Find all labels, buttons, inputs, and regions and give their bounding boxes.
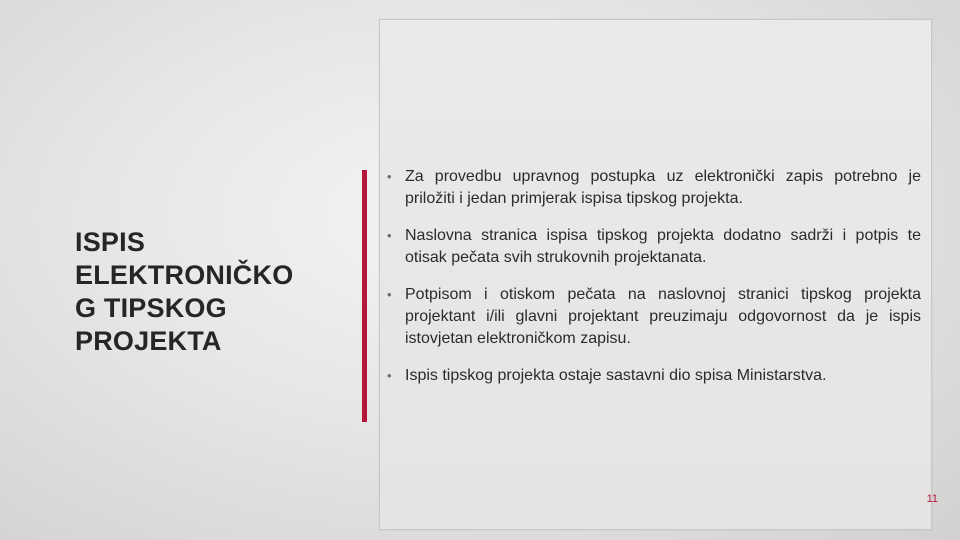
bullet-icon: • bbox=[387, 368, 392, 383]
bullet-text: Potpisom i otiskom pečata na naslovnoj stranici tipskog projekta projektant i/ili glavni projektant preuzimaju odgovornost da je ispis istovjetan elektroničkom zapisu. bbox=[405, 286, 921, 347]
page-number: 11 bbox=[926, 493, 938, 505]
bullet-icon: • bbox=[387, 228, 392, 243]
bullet-item bbox=[387, 365, 921, 387]
bullet-item bbox=[387, 225, 921, 269]
bullet-text: Za provedbu upravnog postupka uz elektronički zapis potrebno je priložiti i jedan primjerak ispisa tipskog projekta. bbox=[405, 168, 921, 207]
bullet-item bbox=[387, 284, 921, 350]
title-line: G TIPSKOG bbox=[75, 293, 227, 323]
bullet-icon: • bbox=[387, 169, 392, 184]
bullet-item bbox=[387, 166, 921, 210]
title-line: PROJEKTA bbox=[75, 326, 222, 356]
title-line: ISPIS bbox=[75, 227, 146, 257]
accent-bar bbox=[362, 170, 367, 422]
bullet-text: Ispis tipskog projekta ostaje sastavni dio spisa Ministarstva. bbox=[405, 367, 827, 384]
bullet-text: Naslovna stranica ispisa tipskog projekta dodatno sadrži i potpis te otisak pečata svih strukovnih projektanata. bbox=[405, 227, 921, 266]
title-line: ELEKTRONIČKO bbox=[75, 260, 294, 290]
bullet-icon: • bbox=[387, 287, 392, 302]
bullet-list bbox=[387, 166, 921, 402]
slide-title bbox=[75, 226, 335, 358]
